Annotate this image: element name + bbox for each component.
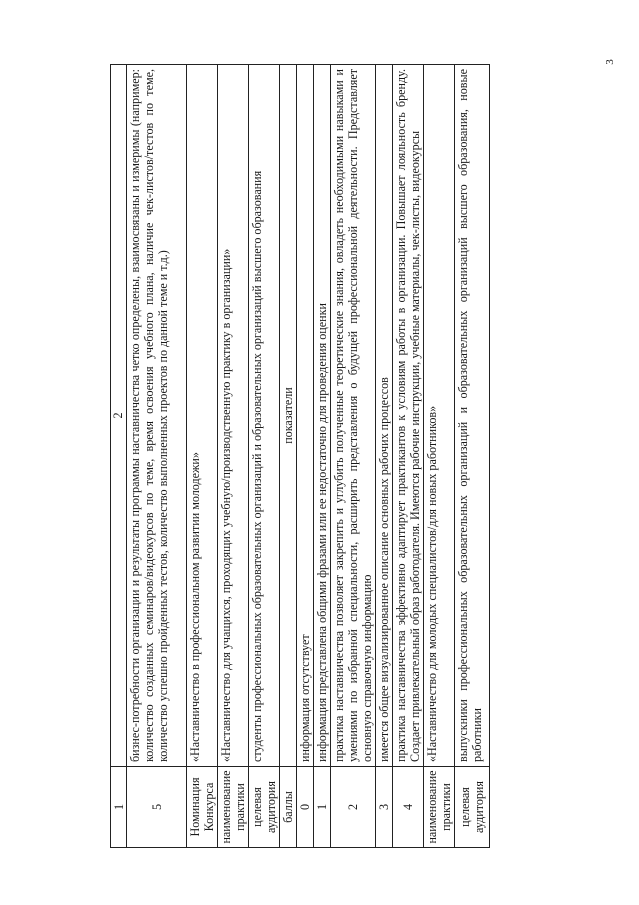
row-label: целевая аудитория — [455, 767, 490, 848]
row-text: практика наставничества позволяет закрепить и углубить полученные теоретические знания, овладеть необходимыми навыками и умениями по избранной специальности, расширить представления о будущей профессиональной деятельности. Представляет основную справочную информацию — [331, 65, 376, 767]
table-row — [249, 65, 280, 848]
row-label: 0 — [297, 767, 314, 848]
row-label: 2 — [331, 767, 376, 848]
table-header-row — [111, 65, 127, 848]
table-row — [376, 65, 393, 848]
row-text: информация отсутствует — [297, 65, 314, 767]
header-col1: 1 — [111, 767, 127, 848]
table-row — [393, 65, 424, 848]
criteria-table — [110, 64, 490, 848]
row-label: целевая аудитория — [249, 767, 280, 848]
row-label: 5 — [127, 767, 187, 848]
table-row — [331, 65, 376, 848]
row-text: «Наставничество для учащихся, проходящих учебную/производственную практику в организации» — [218, 65, 249, 767]
row-label: 4 — [393, 767, 424, 848]
table-row — [424, 65, 455, 848]
row-text: «Наставничество для молодых специалистов/для новых работников» — [424, 65, 455, 767]
rotated-page-content — [110, 64, 580, 848]
page-number: 3 — [604, 59, 616, 65]
row-label: Номинация Конкурса — [187, 767, 218, 848]
table-row — [455, 65, 490, 848]
row-text: имеется общее визуализированное описание основных рабочих процессов — [376, 65, 393, 767]
table-row — [127, 65, 187, 848]
table-row — [187, 65, 218, 848]
row-text: информация представлена общими фразами или ее недостаточно для проведения оценки — [314, 65, 331, 767]
row-label: 1 — [314, 767, 331, 848]
table-row — [280, 65, 297, 848]
row-text: бизнес-потребности организации и результаты программы наставничества четко определены, взаимосвязаны и измеримы (например: количество созданных семинаров/видеокурсов по теме, время освоения учебного плана, наличие чек-листов/тестов по теме, количество успешно пройденных тестов, количество выполненных проектов по данной теме и т.д.) — [127, 65, 187, 767]
row-label: баллы — [280, 767, 297, 848]
row-label: наименование практики — [424, 767, 455, 848]
table-row — [314, 65, 331, 848]
table-row — [218, 65, 249, 848]
row-text: студенты профессиональных образовательных организаций и образовательных организаций высшего образования — [249, 65, 280, 767]
row-text: показатели — [280, 65, 297, 767]
row-text: «Наставничество в профессиональном развитии молодежи» — [187, 65, 218, 767]
row-label: наименование практики — [218, 767, 249, 848]
row-label: 3 — [376, 767, 393, 848]
header-col2: 2 — [111, 65, 127, 767]
row-text: выпускники профессиональных образовательных организаций и образовательных организаций высшего образования, новые работники — [455, 65, 490, 767]
table-row — [297, 65, 314, 848]
row-text: практика наставничества эффективно адаптирует практикантов к условиям работы в организации. Повышает лояльность бренду. Создает привлекательный образ работодателя. Имеются рабочие инструкции, учебные материалы, чек-листы, видеокурсы — [393, 65, 424, 767]
